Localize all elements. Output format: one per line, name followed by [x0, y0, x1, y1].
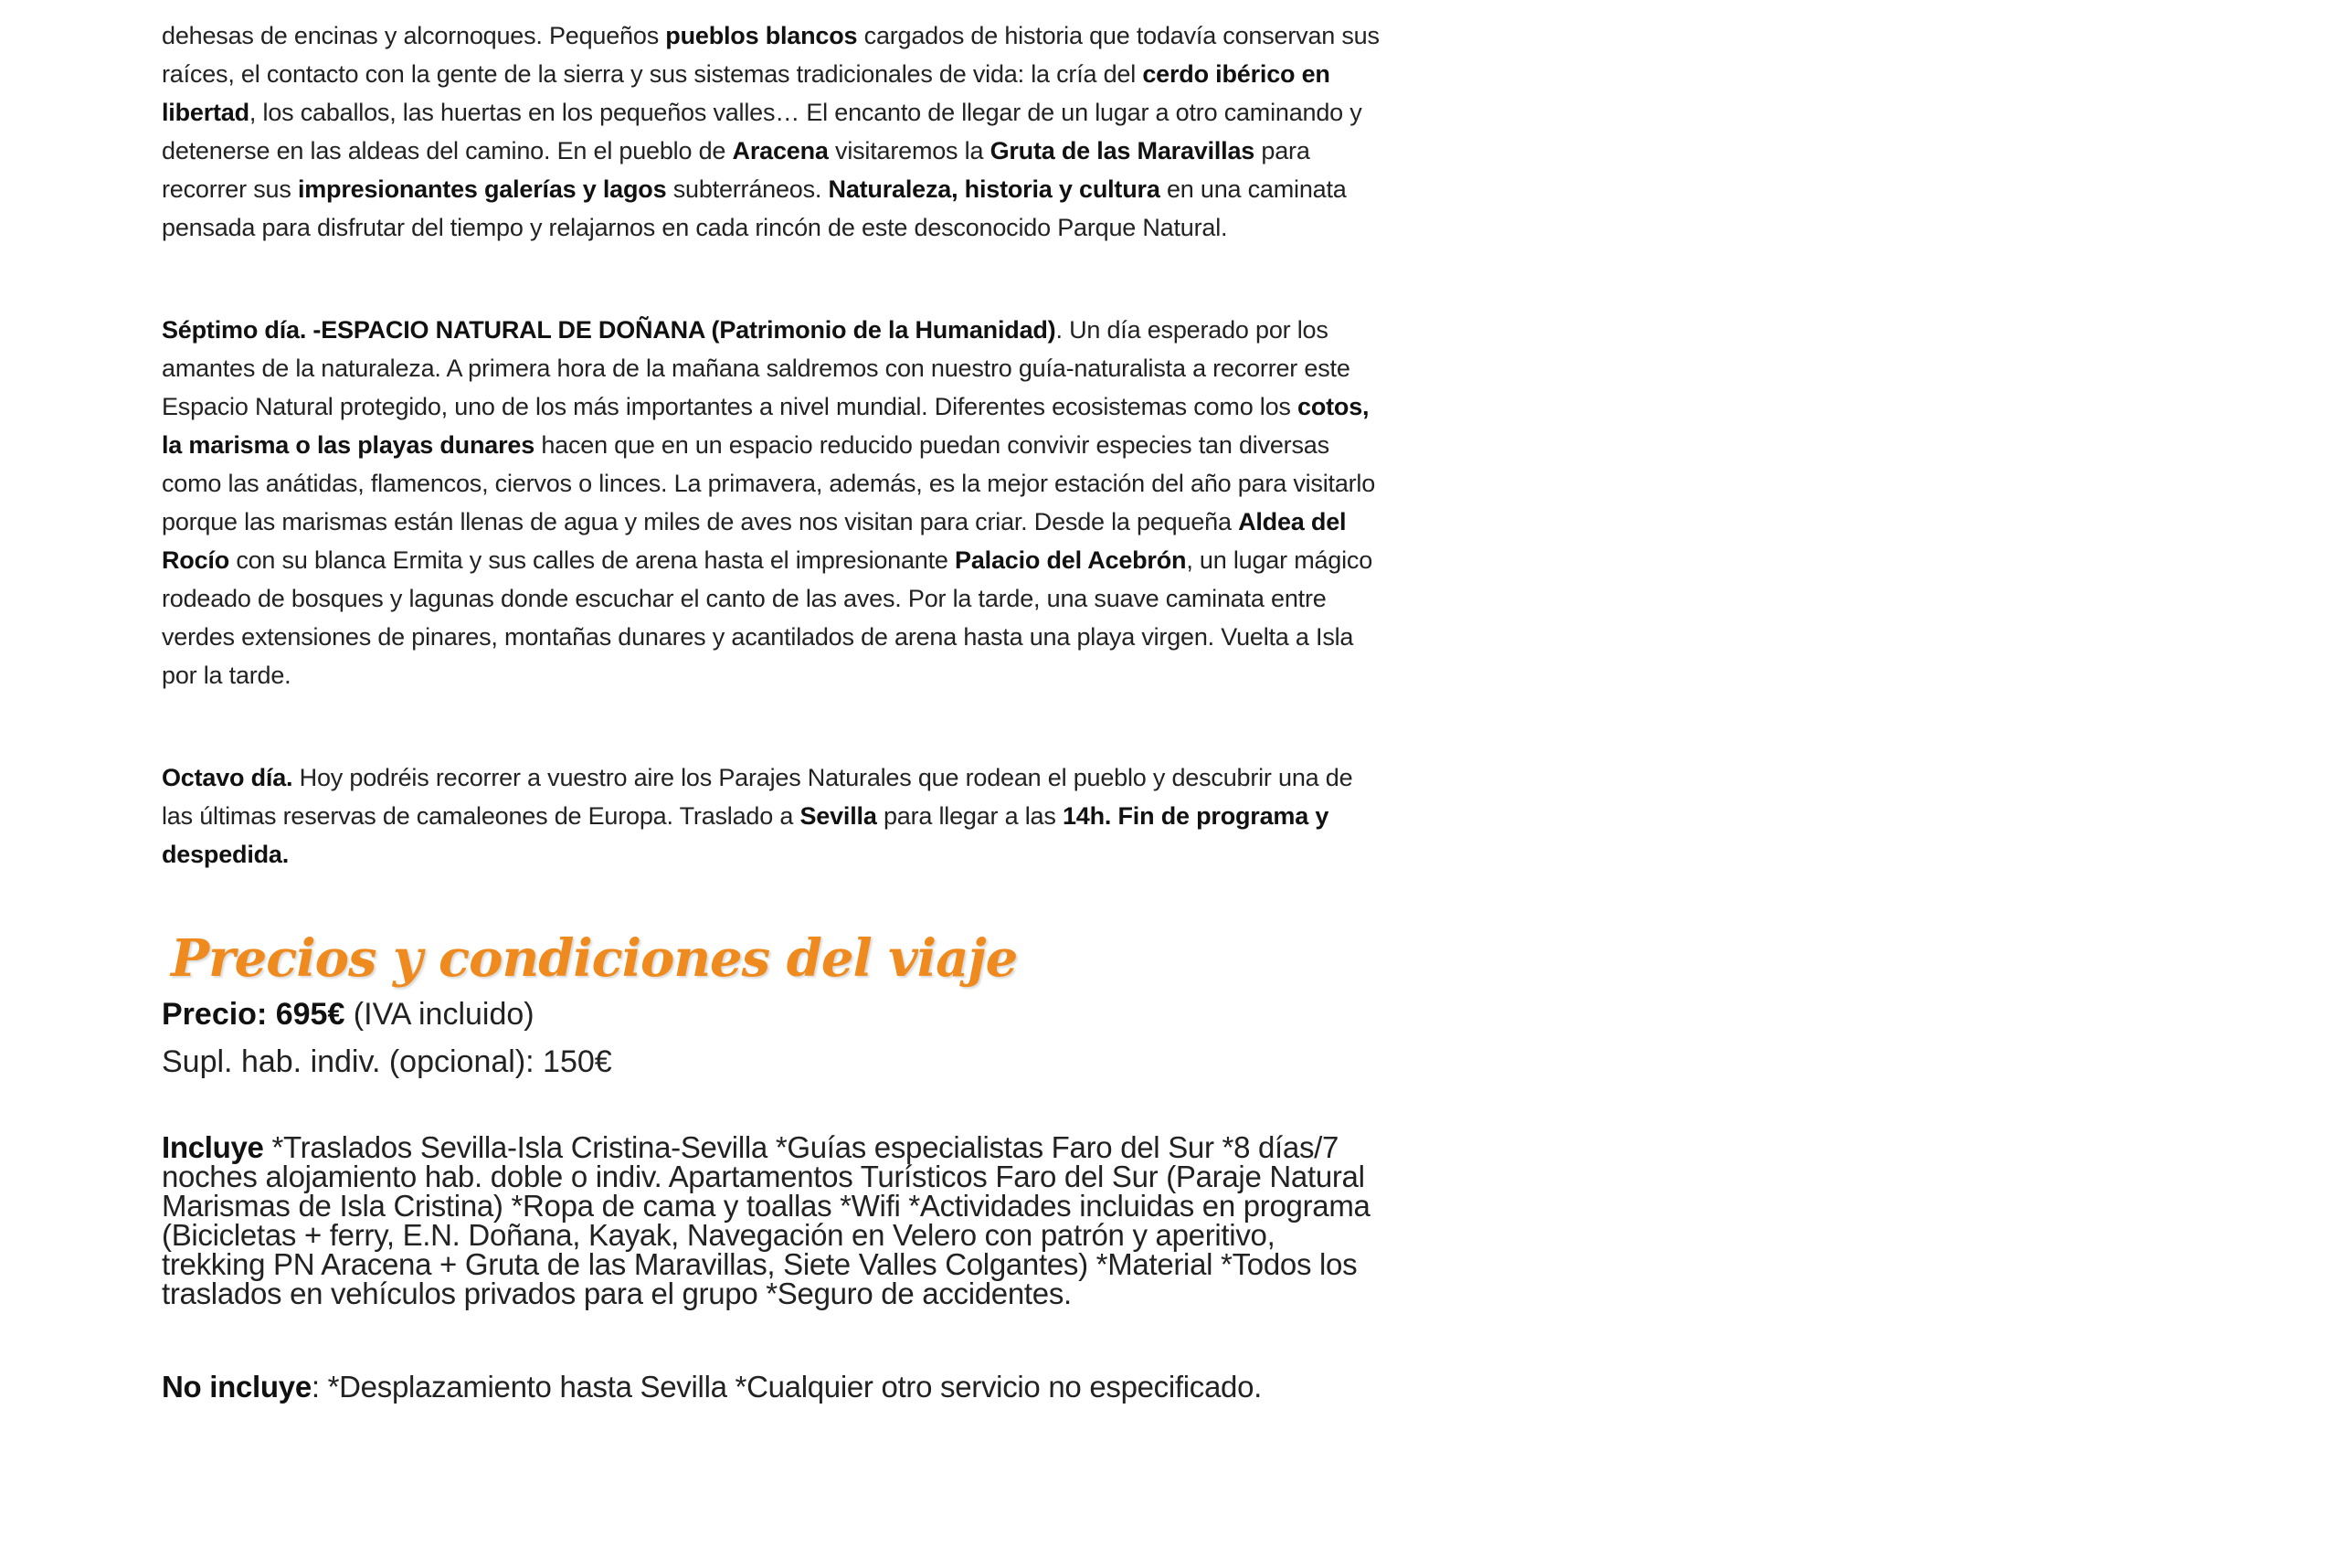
- page-content: [162, 16, 1386, 1402]
- bold-span: cotos, la marisma o las playas dunares: [162, 393, 1370, 459]
- day7-paragraph: [162, 311, 1386, 694]
- bold-span: Naturaleza, historia y cultura: [828, 175, 1160, 203]
- includes-label: Incluye: [162, 1130, 264, 1164]
- excludes-label: No incluye: [162, 1370, 312, 1404]
- text-span: visitaremos la: [828, 137, 990, 164]
- supplement-line: Supl. hab. indiv. (opcional): 150€: [162, 1044, 612, 1079]
- text-span: dehesas de encinas y alcornoques. Pequeños: [162, 22, 666, 49]
- excludes-paragraph: [162, 1372, 1386, 1402]
- day8-title: Octavo día.: [162, 764, 293, 791]
- price-line: [162, 991, 1386, 1038]
- bold-span: Aracena: [732, 137, 829, 164]
- text-span: para recorrer sus: [162, 137, 1310, 203]
- includes-text: *Traslados Sevilla-Isla Cristina-Sevilla *Guías especialistas Faro del Sur *8 días/7 noches alojamiento hab. doble o indiv. Apartamentos Turísticos Faro del Sur (Paraje Natural Marismas de Isla Cristina) *Ropa de cama y toallas *Wifi *Actividades incluidas en programa (Bicicletas + ferry, E.N. Doñana, Kayak, Navegación en Velero con patrón y aperitivo, trekking PN Aracena + Gruta de las Maravillas, Siete Valles Colgantes) *Material *Todos los traslados en vehículos privados para el grupo *Seguro de accidentes.: [162, 1130, 1371, 1310]
- text-span: , un lugar mágico rodeado de bosques y lagunas donde escuchar el canto de las aves. Por la tarde, una suave caminata entre verdes extensiones de pinares, montañas dunares y acantilados de arena hasta una playa virgen. Vuelta a Isla por la tarde.: [162, 546, 1373, 689]
- text-span: con su blanca Ermita y sus calles de arena hasta el impresionante: [229, 546, 956, 574]
- bold-span: Palacio del Acebrón: [955, 546, 1187, 574]
- text-span: , los caballos, las huertas en los pequeños valles… El encanto de llegar de un lugar a otro caminando y detenerse en las aldeas del camino. En el pueblo de: [162, 99, 1362, 164]
- bold-span: 14h. Fin de programa y despedida.: [162, 802, 1329, 868]
- text-span: Hoy podréis recorrer a vuestro aire los Parajes Naturales que rodean el pueblo y descubrir una de las últimas reservas de camaleones de Europa. Traslado a: [162, 764, 1353, 830]
- day7-title: Séptimo día. -ESPACIO NATURAL DE DOÑANA (Patrimonio de la Humanidad): [162, 316, 1056, 344]
- text-span: hacen que en un espacio reducido puedan convivir especies tan diversas como las anátidas, flamencos, ciervos o linces. La primavera, además, es la mejor estación del año para visitarlo porque las marismas están llenas de agua y miles de aves nos visitan para criar. Desde la pequeña: [162, 431, 1376, 535]
- intro-paragraph: [162, 16, 1386, 247]
- excludes-text: : *Desplazamiento hasta Sevilla *Cualquier otro servicio no especificado.: [311, 1370, 1263, 1404]
- pricing-heading: Precios y condiciones del viaje: [171, 928, 1018, 989]
- bold-span: impresionantes galerías y lagos: [297, 175, 667, 203]
- spacer: [162, 1086, 1386, 1133]
- bold-span: pueblos blancos: [665, 22, 858, 49]
- day8-paragraph: [162, 758, 1386, 874]
- text-span: en una caminata pensada para disfrutar del tiempo y relajarnos en cada rincón de este desconocido Parque Natural.: [162, 175, 1347, 241]
- spacer: [162, 1308, 1386, 1372]
- includes-paragraph: [162, 1130, 1386, 1310]
- spacer: [162, 247, 1386, 311]
- price-label: Precio: 695€: [162, 997, 345, 1032]
- bold-span: Aldea del Rocío: [162, 508, 1347, 574]
- text-span: subterráneos.: [666, 175, 829, 203]
- price-note: (IVA incluido): [344, 997, 534, 1032]
- spacer: [162, 874, 1386, 927]
- text-span: cargados de historia que todavía conservan sus raíces, el contacto con la gente de la sierra y sus sistemas tradicionales de vida: la cría del: [162, 22, 1380, 88]
- bold-span: Sevilla: [799, 802, 877, 830]
- bold-span: cerdo ibérico en libertad: [162, 60, 1330, 126]
- bold-span: Gruta de las Maravillas: [990, 137, 1255, 164]
- text-span: para llegar a las: [876, 802, 1063, 830]
- text-span: . Un día esperado por los amantes de la naturaleza. A primera hora de la mañana saldremos con nuestro guía-naturalista a recorrer este Espacio Natural protegido, uno de los más importantes a nivel mundial. Diferentes ecosistemas como los: [162, 316, 1350, 420]
- spacer: [162, 694, 1386, 758]
